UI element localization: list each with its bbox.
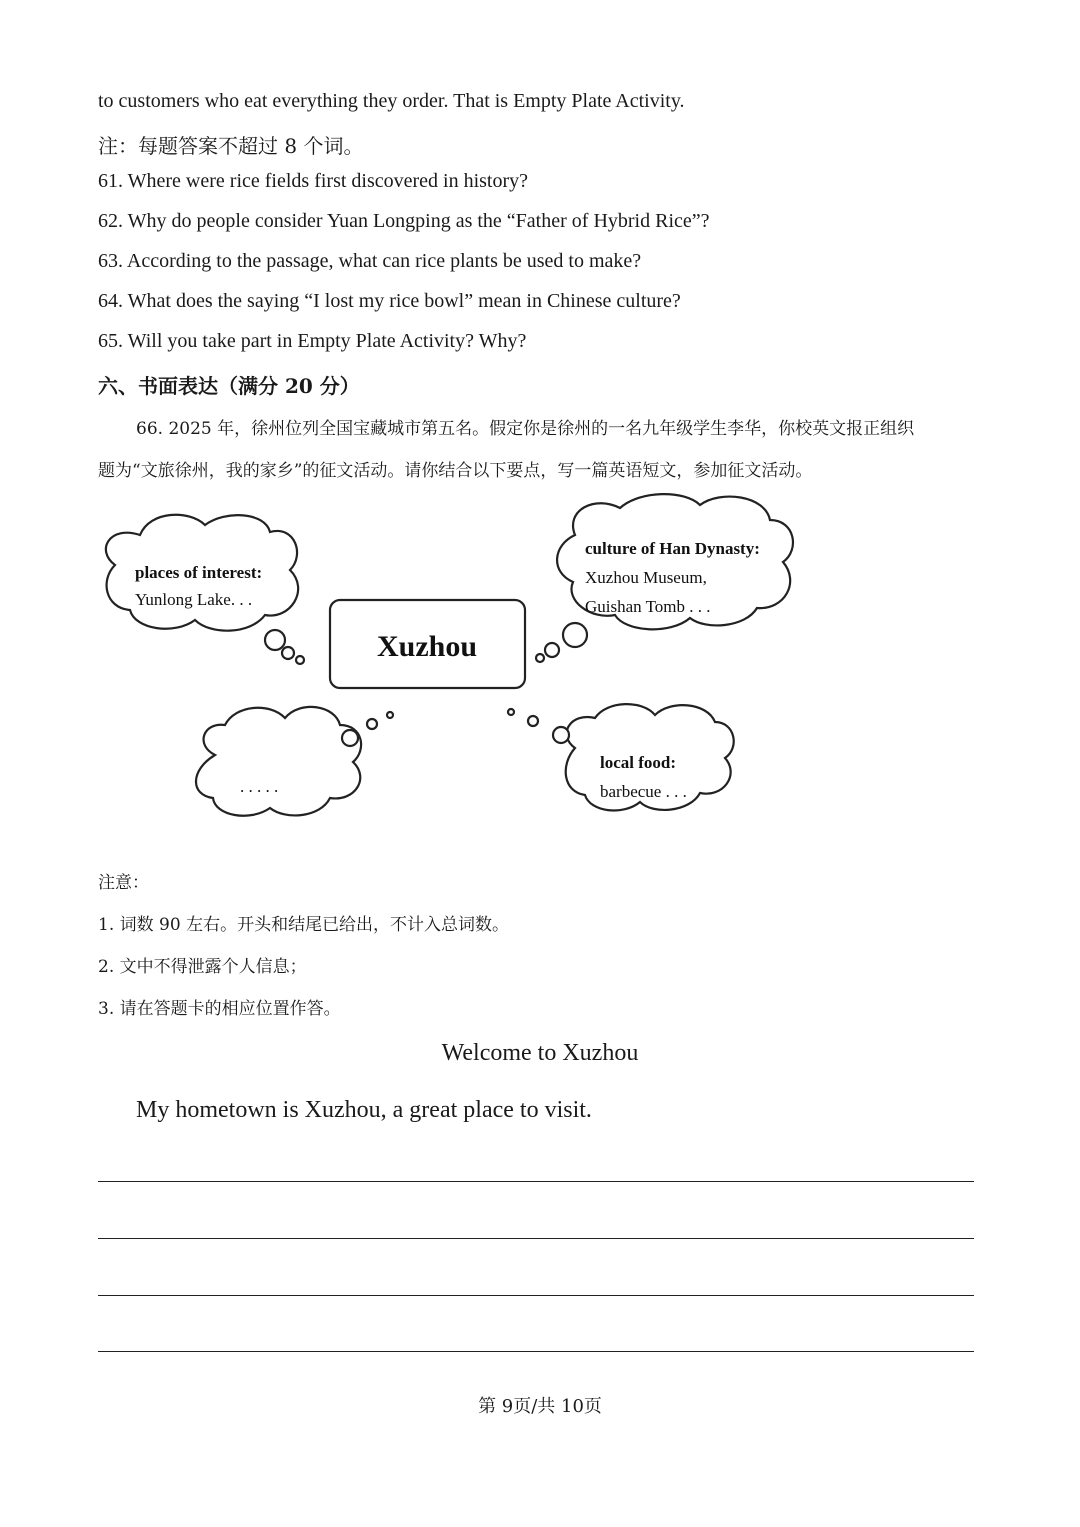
- center-label: Xuzhou: [376, 630, 478, 663]
- task-line-2: 题为“文旅徐州，我的家乡”的征文活动。请你结合以下要点，写一篇英语短文，参加征文活动。: [98, 461, 813, 481]
- answer-note: 注：每题答案不超过 8 个词。: [98, 134, 364, 158]
- blank-item: . . . . .: [240, 777, 279, 796]
- culture-item-1: Xuzhou Museum,: [585, 568, 707, 587]
- essay-title: Welcome to Xuzhou: [441, 1040, 639, 1066]
- culture-bubble-3: [536, 654, 544, 662]
- question-64: 64. What does the saying “I lost my rice bowl” mean in Chinese culture?: [98, 290, 681, 312]
- note-2: 2. 文中不得泄露个人信息；: [98, 957, 307, 977]
- places-title: places of interest:: [135, 563, 263, 582]
- writing-line-3: [98, 1295, 974, 1296]
- notes-title: 注意：: [98, 873, 149, 893]
- places-bubble-2: [282, 647, 294, 659]
- food-bubble-3: [508, 709, 514, 715]
- culture-bubble-1: [563, 623, 587, 647]
- culture-title: culture of Han Dynasty:: [585, 539, 760, 558]
- places-item: Yunlong Lake. . .: [135, 590, 253, 609]
- writing-line-2: [98, 1238, 974, 1239]
- passage-tail: to customers who eat everything they order. That is Empty Plate Activity.: [98, 90, 685, 112]
- blank-bubble-1: [342, 730, 358, 746]
- question-62: 62. Why do people consider Yuan Longping as the “Father of Hybrid Rice”?: [98, 210, 710, 232]
- blank-cloud: [196, 707, 361, 816]
- note-1: 1. 词数 90 左右。开头和结尾已给出，不计入总词数。: [98, 915, 510, 935]
- writing-line-4: [98, 1351, 974, 1352]
- places-bubble-3: [296, 656, 304, 664]
- mind-map: [95, 490, 805, 850]
- blank-bubble-2: [367, 719, 377, 729]
- writing-line-1: [98, 1181, 974, 1182]
- food-bubble-2: [528, 716, 538, 726]
- question-65: 65. Will you take part in Empty Plate Activity? Why?: [98, 330, 527, 352]
- task-line-1: 66. 2025 年，徐州位列全国宝藏城市第五名。假定你是徐州的一名九年级学生李华，你校英文报正组织: [136, 419, 915, 439]
- food-item: barbecue . . .: [600, 782, 687, 801]
- culture-item-2: Guishan Tomb . . .: [585, 597, 711, 616]
- culture-bubble-2: [545, 643, 559, 657]
- food-title: local food:: [600, 753, 677, 772]
- blank-bubble-3: [387, 712, 393, 718]
- question-63: 63. According to the passage, what can rice plants be used to make?: [98, 250, 642, 272]
- note-3: 3. 请在答题卡的相应位置作答。: [98, 999, 341, 1019]
- food-bubble-1: [553, 727, 569, 743]
- essay-opening: My hometown is Xuzhou, a great place to visit.: [136, 1097, 592, 1123]
- places-bubble-1: [265, 630, 285, 650]
- section-title: 六、书面表达（满分 20 分）: [98, 374, 360, 398]
- page-footer: 第 9页/共 10页: [478, 1396, 602, 1417]
- question-61: 61. Where were rice fields first discovered in history?: [98, 170, 529, 192]
